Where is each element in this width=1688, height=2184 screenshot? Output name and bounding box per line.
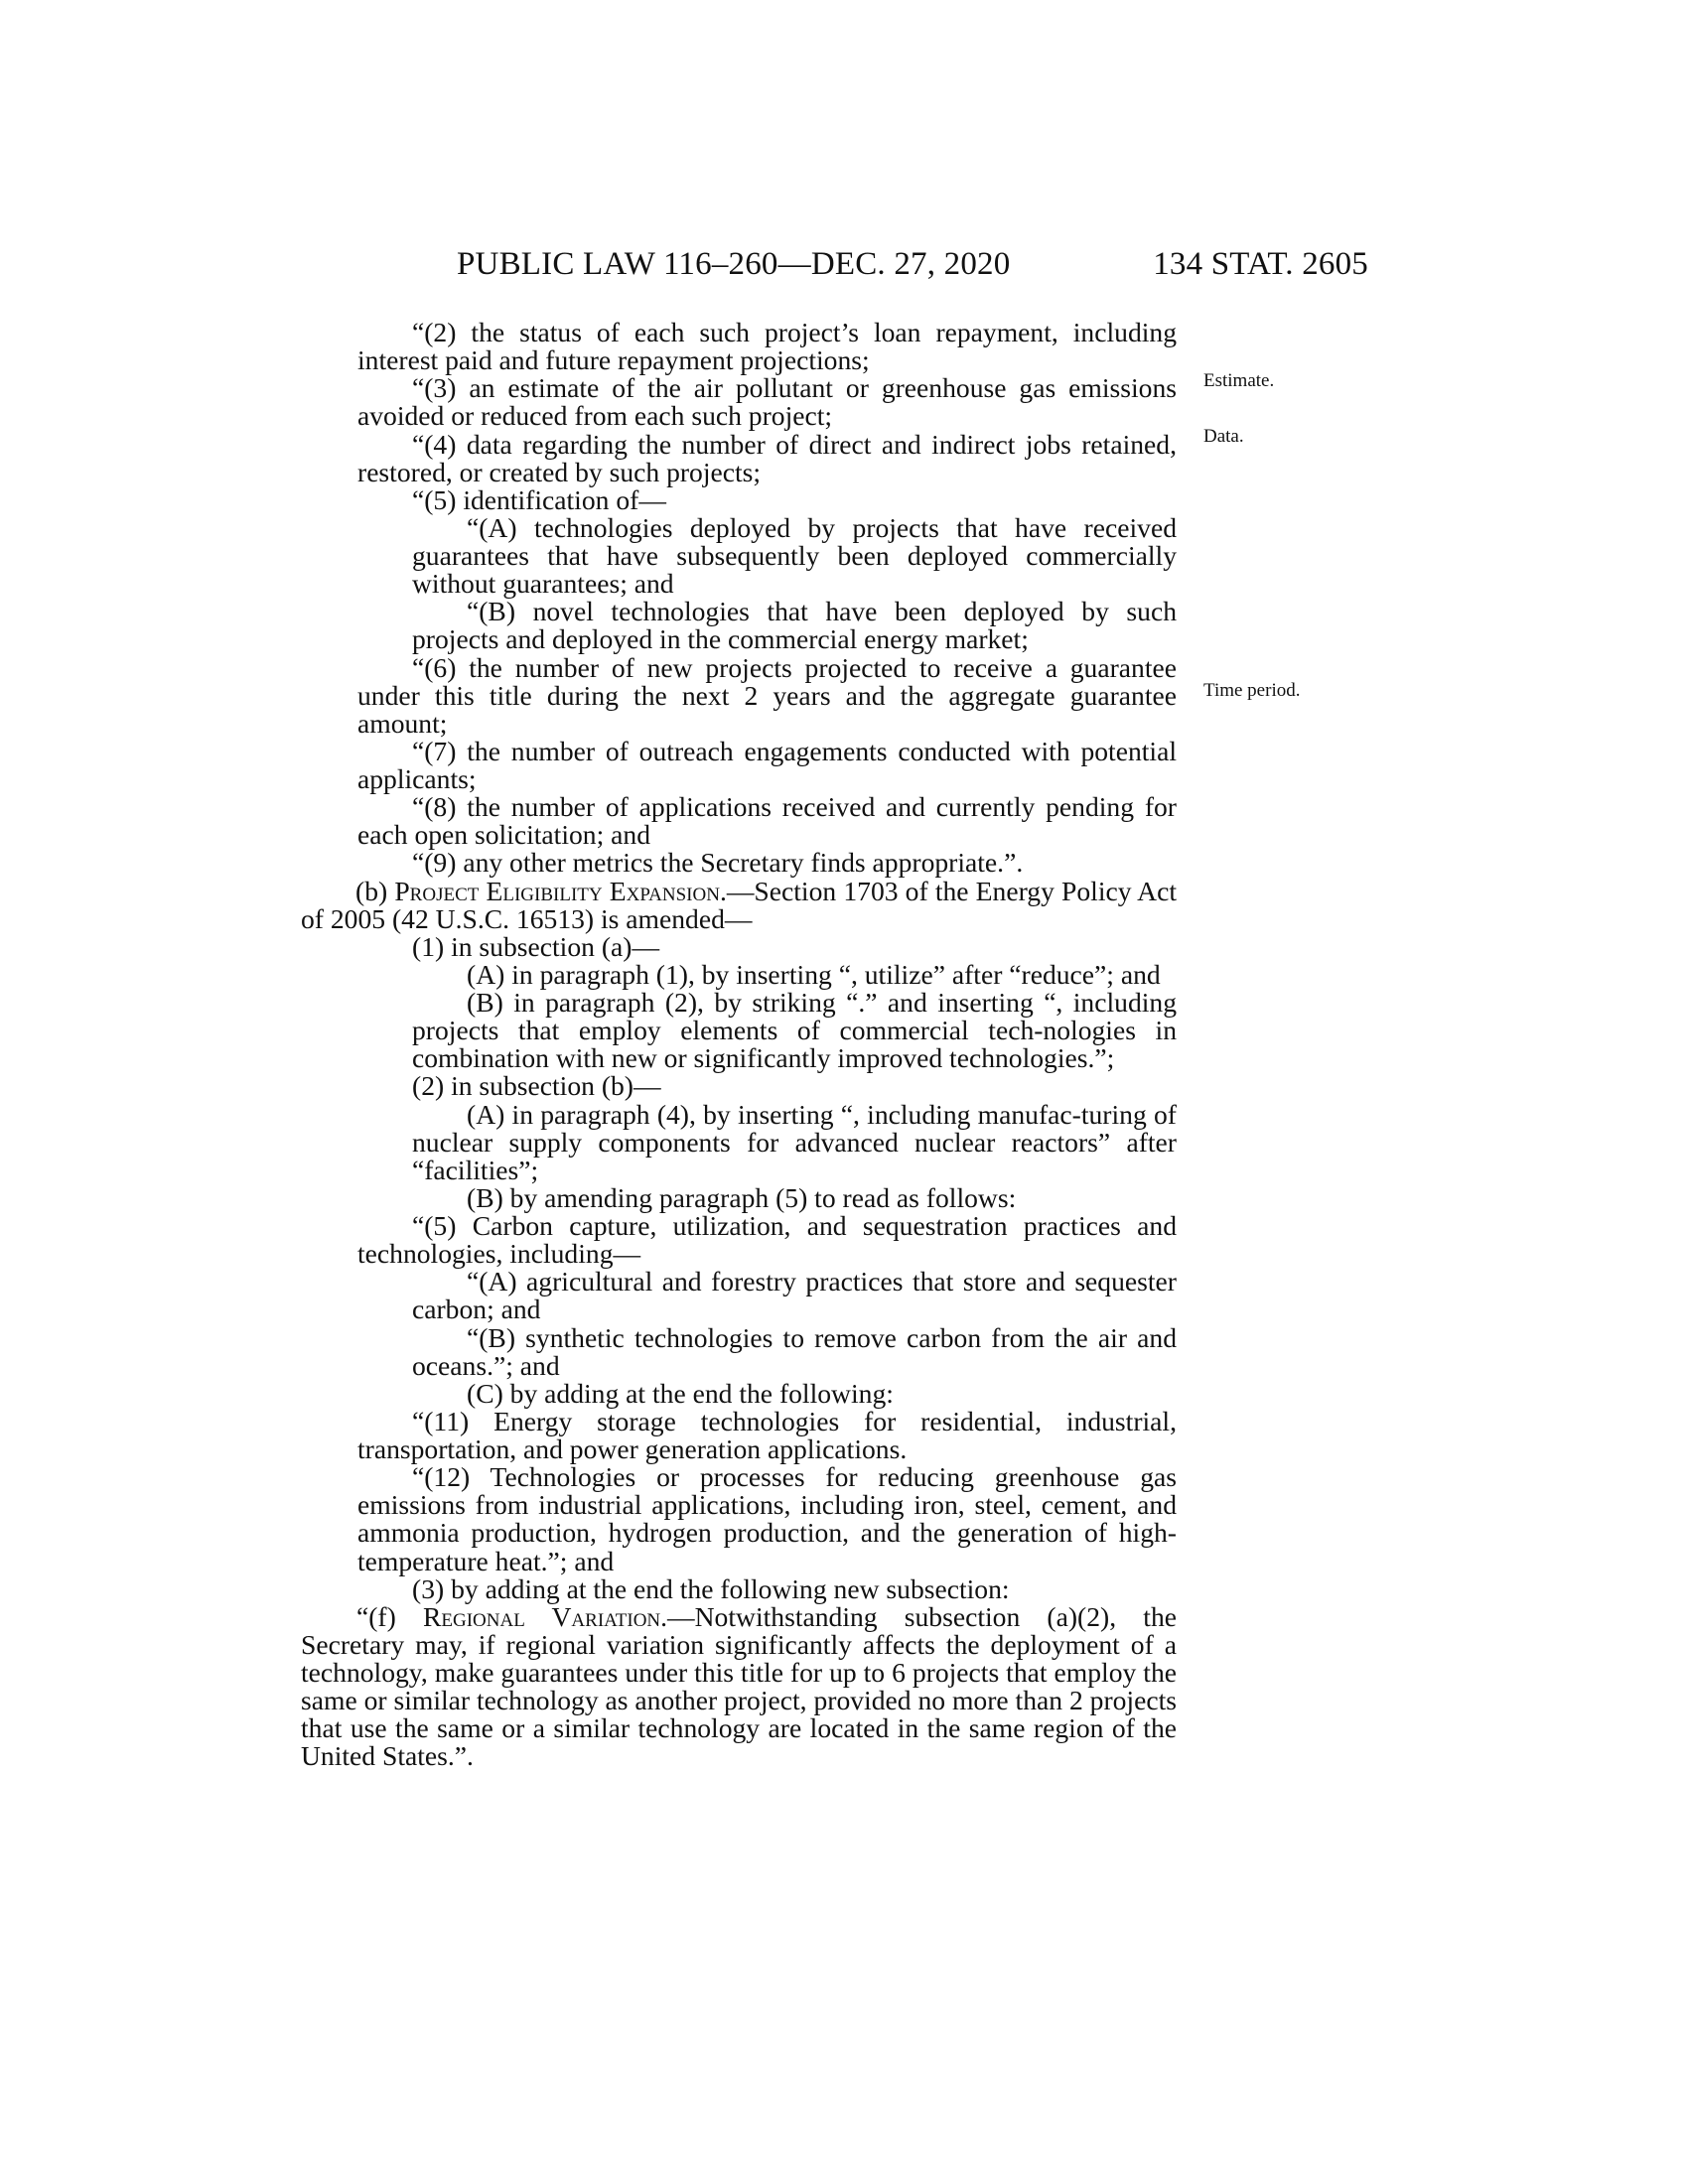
law-title: PUBLIC LAW 116–260—DEC. 27, 2020: [457, 246, 1011, 282]
paragraph-3: “(3) an estimate of the air pollutant or greenhouse gas emissions avoided or reduced from each such project;: [357, 372, 1177, 432]
quoted-subsection-f: [245, 1600, 1177, 1772]
quoted-paragraph-11: “(11) Energy storage technologies for residential, industrial, transportation, and power generation applications.: [357, 1405, 1177, 1464]
document-body: [301, 319, 1177, 1771]
paragraph-8: “(8) the number of applications received and currently pending for each open solicitation; and: [357, 791, 1177, 851]
amendment-1: (1) in subsection (a)—: [412, 930, 660, 962]
margin-note-estimate: Estimate.: [1203, 370, 1275, 391]
amendment-1b: (B) in paragraph (2), by striking “.” and inserting “, including projects that employ elements of commercial tech-nologies in combination with new or significantly improved technologies.”;: [412, 987, 1177, 1074]
stat-citation: 134 STAT. 2605: [1153, 246, 1368, 282]
paragraph-7: “(7) the number of outreach engagements conducted with potential applicants;: [357, 735, 1177, 794]
subsection-b: [245, 875, 1178, 934]
subsection-b-text: .—Section 1703 of the Energy Policy Act of 2005 (42 U.S.C. 16513) is amended—: [301, 875, 1178, 934]
subsection-f-heading: Regional Variation: [423, 1600, 661, 1632]
paragraph-5b: “(B) novel technologies that have been deployed by such projects and deployed in the commercial energy market;: [412, 596, 1177, 655]
subsection-b-heading: Project Eligibility Expansion: [394, 875, 720, 906]
subsection-f-lead: “(f): [356, 1600, 423, 1632]
quoted-paragraph-5: “(5) Carbon capture, utilization, and sequestration practices and technologies, including—: [357, 1210, 1177, 1270]
paragraph-4: “(4) data regarding the number of direct and indirect jobs retained, restored, or created by such projects;: [357, 428, 1177, 487]
paragraph-6: “(6) the number of new projects projected to receive a guarantee under this title during the next 2 years and the aggregate guarantee amount;: [357, 651, 1177, 739]
quoted-paragraph-12: “(12) Technologies or processes for reducing greenhouse gas emissions from industrial applications, including iron, steel, cement, and ammonia production, hydrogen production, and the generation of high-temperature heat.”; and: [357, 1461, 1177, 1576]
amendment-2b: (B) by amending paragraph (5) to read as follows:: [467, 1181, 1017, 1213]
subsection-b-lead: (b): [355, 875, 395, 906]
page-header: [298, 246, 1368, 290]
amendment-3: (3) by adding at the end the following new subsection:: [412, 1572, 1010, 1604]
margin-note-time-period: Time period.: [1203, 680, 1301, 701]
amendment-2a: (A) in paragraph (4), by inserting “, including manufac-turing of nuclear supply components for advanced nuclear reactors” after “facilities”;: [412, 1098, 1177, 1185]
quoted-paragraph-5b: “(B) synthetic technologies to remove carbon from the air and oceans.”; and: [412, 1321, 1177, 1381]
paragraph-5a: “(A) technologies deployed by projects that have received guarantees that have subsequently been deployed commercially without guarantees; and: [412, 511, 1177, 600]
paragraph-2: “(2) the status of each such project’s loan repayment, including interest paid and future repayment projections;: [357, 317, 1177, 376]
subsection-f-text: .—Notwithstanding subsection (a)(2), the Secretary may, if regional variation significantly affects the deployment of a technology, make guarantees under this title for up to 6 projects that employ the same or similar technology as another project, provided no more than 2 projects that use the same or a similar technology are located in the same region of the United States.”.: [301, 1600, 1177, 1772]
quoted-paragraph-5a: “(A) agricultural and forestry practices that store and sequester carbon; and: [412, 1266, 1177, 1325]
amendment-2: (2) in subsection (b)—: [412, 1070, 661, 1102]
amendment-2c: (C) by adding at the end the following:: [467, 1377, 894, 1409]
paragraph-9: “(9) any other metrics the Secretary finds appropriate.”.: [412, 847, 1024, 879]
paragraph-5: “(5) identification of—: [412, 483, 666, 515]
amendment-1a: (A) in paragraph (1), by inserting “, utilize” after “reduce”; and: [467, 958, 1161, 990]
margin-note-data: Data.: [1203, 426, 1244, 447]
